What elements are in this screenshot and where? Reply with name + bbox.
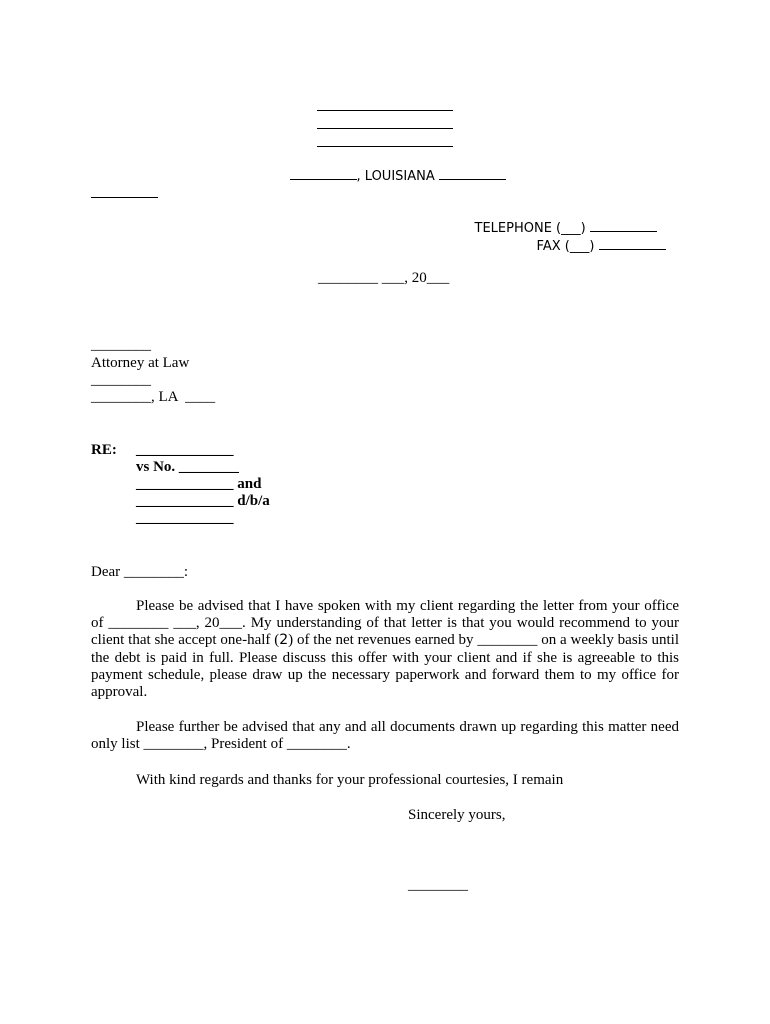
recipient-city-state-zip: ________, LA ____ — [91, 389, 216, 405]
letterhead-city-prefix-blank — [290, 165, 357, 180]
re-line-4 — [136, 493, 270, 510]
body-paragraph-1 — [91, 598, 679, 701]
letterhead-line-3 — [317, 146, 453, 147]
fax-label: FAX (___) — [536, 239, 599, 254]
re-line-1: _____________ — [136, 442, 234, 458]
recipient-street: ________ — [91, 372, 151, 388]
re-line-3 — [136, 476, 261, 493]
telephone-label: TELEPHONE (___) — [474, 221, 590, 236]
letterhead-line-1 — [317, 110, 453, 111]
re-line-3-blank: _____________ — [136, 476, 234, 492]
re-line-2: vs No. ________ — [136, 459, 239, 475]
re-line-4-text: d/b/a — [233, 493, 270, 509]
date-line: ________ ___, 20___ — [318, 270, 450, 286]
re-line-5: _____________ — [136, 510, 234, 526]
re-line-3-text: and — [233, 476, 262, 492]
recipient-title: Attorney at Law — [91, 355, 190, 371]
fax-blank — [599, 235, 666, 250]
salutation: Dear ________: — [91, 564, 189, 580]
body-paragraph-1-part-b: ) of the net revenues earned by ________ on a weekly basis until the debt is paid in full. Please discuss this offer with your client and if she is agreeable to this payment schedule, please draw up the necessary paperwork and forward them to my office for approval. — [91, 632, 680, 701]
letterhead-city-line — [273, 148, 506, 202]
fax-line — [520, 218, 666, 272]
letterhead-state: , LOUISIANA — [356, 169, 439, 184]
closing: Sincerely yours, — [408, 807, 506, 823]
re-label: RE: — [91, 442, 117, 458]
body-paragraph-3: With kind regards and thanks for your professional courtesies, I remain — [136, 772, 564, 788]
letterhead-line-2 — [317, 128, 453, 129]
letterhead-city-suffix-blank — [439, 165, 506, 180]
re-line-4-blank: _____________ — [136, 493, 234, 509]
reference-blank — [91, 197, 158, 198]
body-paragraph-2: Please further be advised that any and all documents drawn up regarding this matter need only list ________, President of ________. — [91, 719, 679, 753]
body-paragraph-1-part-a: Please be advised that I have spoken with my client regarding the letter from your office of ________ ___, 20___. My understanding of that letter is that you would recommend to your client that she accept one-half ( — [91, 598, 679, 649]
body-paragraph-1-fraction: 2 — [279, 632, 289, 649]
recipient-name: ________ — [91, 337, 151, 353]
signature-blank: ________ — [408, 877, 468, 893]
